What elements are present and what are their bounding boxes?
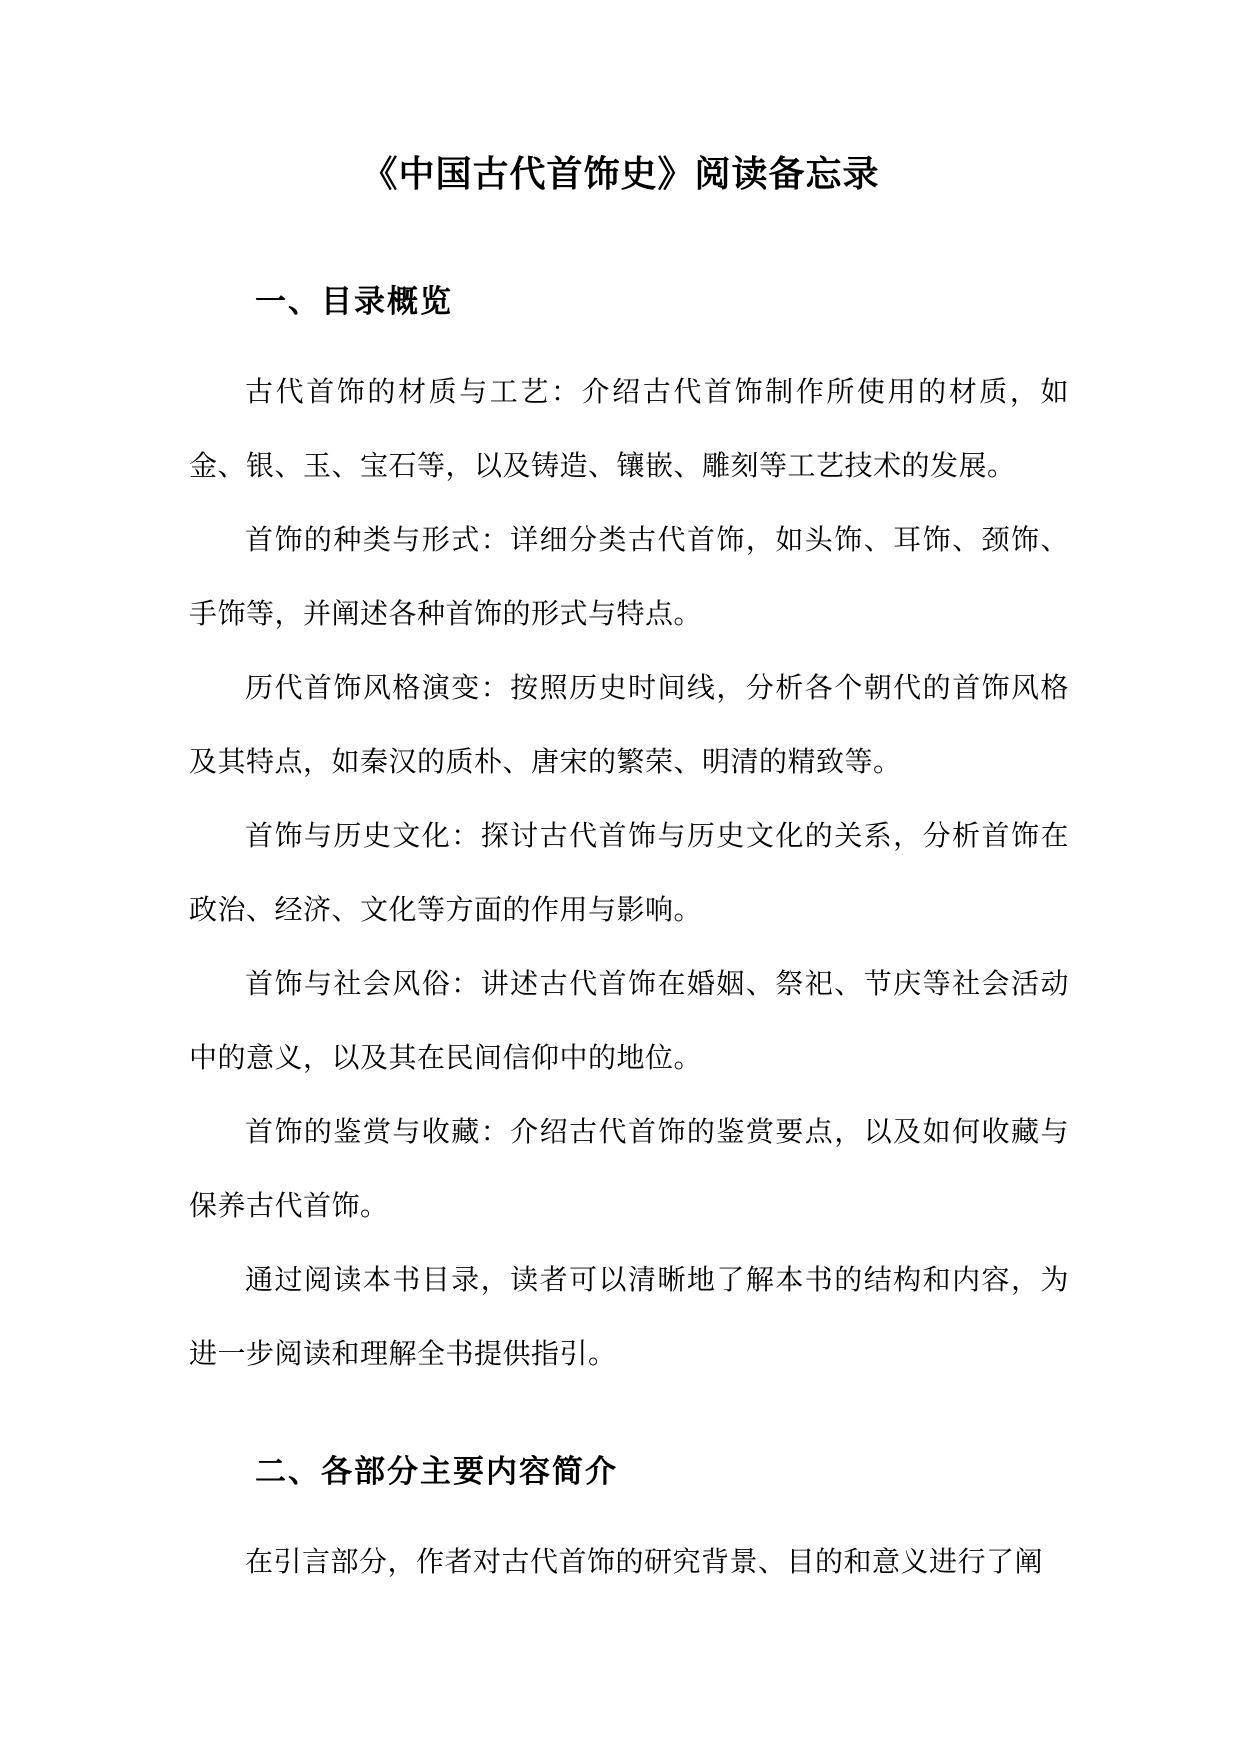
section-heading-content-intro: 二、各部分主要内容简介 <box>255 1454 618 1490</box>
paragraph-history-culture: 首饰与历史文化：探讨古代首饰与历史文化的关系，分析首饰在政治、经济、文化等方面的作用与影响。 <box>189 819 1069 926</box>
paragraph-social-customs: 首饰与社会风俗：讲述古代首饰在婚姻、祭祀、节庆等社会活动中的意义，以及其在民间信仰中的地位。 <box>189 967 1069 1074</box>
paragraph-types-forms: 首饰的种类与形式：详细分类古代首饰，如头饰、耳饰、颈饰、手饰等，并阐述各种首饰的形式与特点。 <box>189 523 1069 630</box>
paragraph-introduction: 在引言部分，作者对古代首饰的研究背景、目的和意义进行了阐 <box>245 1545 1044 1578</box>
paragraph-appreciation-collection: 首饰的鉴赏与收藏：介绍古代首饰的鉴赏要点，以及如何收藏与保养古代首饰。 <box>189 1115 1069 1222</box>
section-heading-toc-overview: 一、目录概览 <box>255 284 453 320</box>
paragraph-toc-summary: 通过阅读本书目录，读者可以清晰地了解本书的结构和内容，为进一步阅读和理解全书提供指引。 <box>189 1263 1069 1370</box>
paragraph-materials-crafts: 古代首饰的材质与工艺：介绍古代首饰制作所使用的材质，如金、银、玉、宝石等，以及铸造、镶嵌、雕刻等工艺技术的发展。 <box>189 375 1069 482</box>
paragraph-style-evolution: 历代首饰风格演变：按照历史时间线，分析各个朝代的首饰风格及其特点，如秦汉的质朴、唐宋的繁荣、明清的精致等。 <box>189 671 1069 778</box>
document-title: 《中国古代首饰史》阅读备忘录 <box>361 153 880 195</box>
